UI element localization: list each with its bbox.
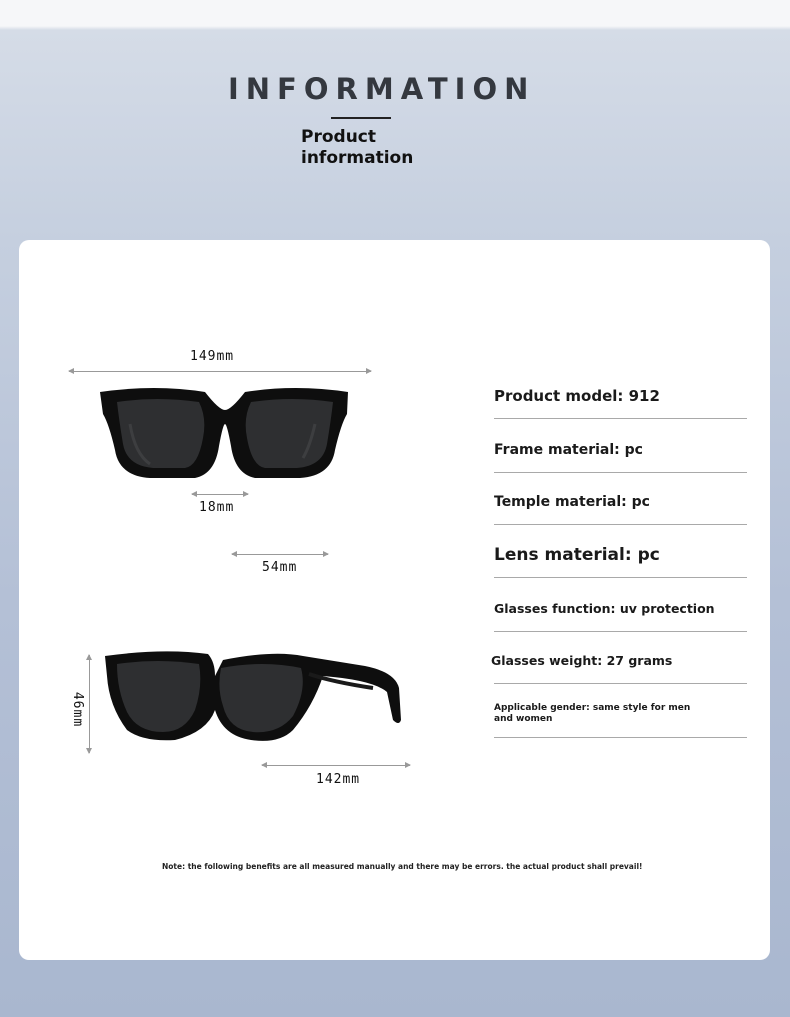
lens-height-label: 46mm xyxy=(70,691,86,728)
spec-divider xyxy=(494,472,747,473)
spec-divider xyxy=(494,631,747,632)
spec-divider xyxy=(494,418,747,419)
heading-underline xyxy=(331,117,391,119)
spec-divider xyxy=(494,524,747,525)
spec-divider xyxy=(494,683,747,684)
spec-frame-material: Frame material: pc xyxy=(494,442,643,458)
content-card xyxy=(19,240,770,960)
subheading-line-1: Product xyxy=(301,127,376,147)
lens-height-arrow xyxy=(89,655,90,753)
spec-divider xyxy=(494,577,747,578)
spec-lens-material: Lens material: pc xyxy=(494,545,660,565)
front-view-glasses xyxy=(95,384,355,494)
spec-applicable-gender: Applicable gender: same style for men and women xyxy=(494,703,691,724)
spec-divider xyxy=(494,737,747,738)
spec-temple-material: Temple material: pc xyxy=(494,494,650,510)
measurement-note: Note: the following benefits are all measured manually and there may be errors. the actual product shall prevail! xyxy=(162,862,643,871)
bridge-label: 18mm xyxy=(199,500,235,515)
temple-length-arrow xyxy=(262,765,410,766)
total-width-arrow xyxy=(69,371,371,372)
spec-glasses-weight: Glasses weight: 27 grams xyxy=(491,653,673,668)
subheading-line-2: information xyxy=(301,148,414,168)
lens-width-label: 54mm xyxy=(262,560,298,575)
bridge-arrow xyxy=(192,494,248,495)
page-subheading xyxy=(301,127,441,169)
spec-glasses-function: Glasses function: uv protection xyxy=(494,601,715,616)
lens-width-arrow xyxy=(232,554,328,555)
temple-length-label: 142mm xyxy=(316,772,361,787)
angle-view-glasses xyxy=(103,646,403,746)
page-heading: INFORMATION xyxy=(228,72,536,106)
spec-product-model: Product model: 912 xyxy=(494,387,660,405)
total-width-label: 149mm xyxy=(190,349,235,364)
